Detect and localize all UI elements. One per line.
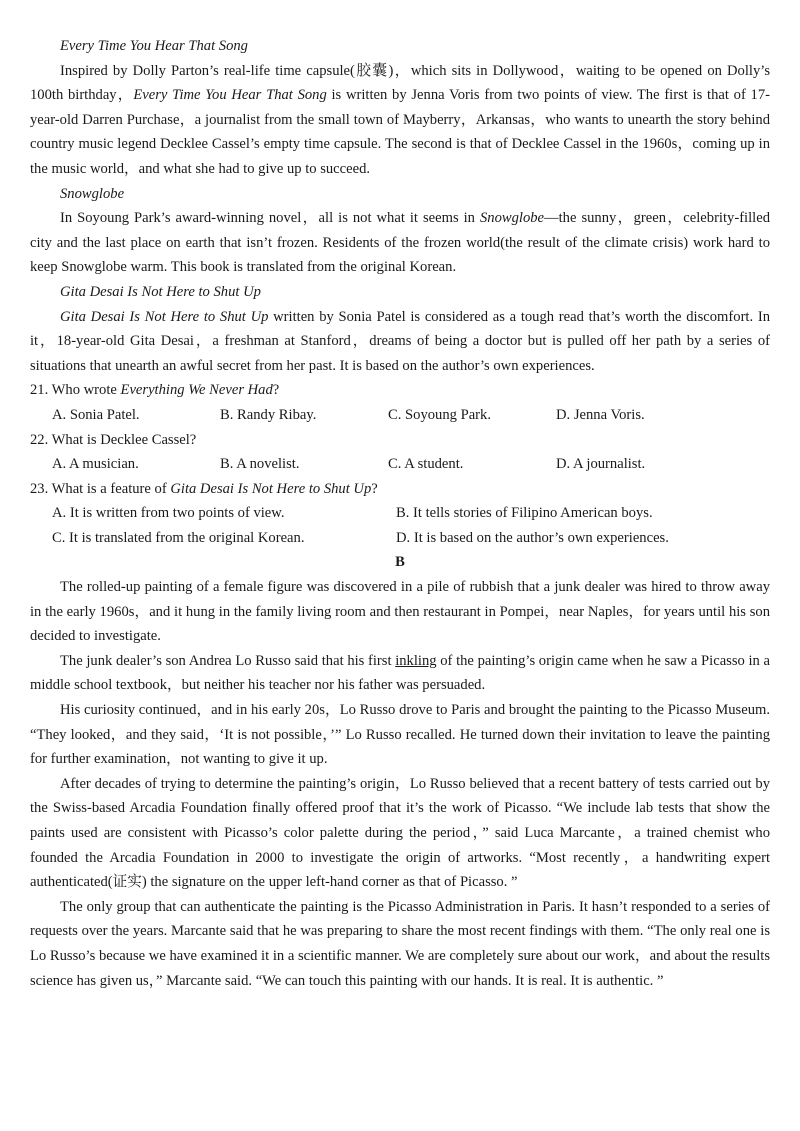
option-b: B. Randy Ribay. — [220, 406, 317, 423]
option-a: A. A musician. — [52, 456, 139, 473]
question-23-options-ab — [30, 501, 770, 526]
question-21: 21. Who wrote Everything We Never Had? — [30, 382, 280, 399]
option-a: A. Sonia Patel. — [52, 406, 140, 423]
option-d: D. A journalist. — [556, 456, 646, 473]
book-title-every-time: Every Time You Hear That Song — [60, 38, 248, 54]
option-a: A. It is written from two points of view. — [52, 505, 285, 522]
option-d: D. It is based on the author’s own experiences. — [396, 529, 669, 546]
option-b: B. It tells stories of Filipino American boys. — [396, 505, 653, 522]
book-desc-gita-desai: Gita Desai Is Not Here to Shut Up written by Sonia Patel is considered as a tough read that’s worth the discomfort. In it，18-year-old Gita Desai，a freshman at Stanford，dreams of being a doctor but is pulled off her path by a series of situations that unearth an awful secret from her past. It is based on the author’s own experiences. — [30, 308, 771, 374]
option-d: D. Jenna Voris. — [556, 406, 645, 423]
option-c: C. Soyoung Park. — [388, 406, 491, 423]
book-desc-every-time: Inspired by Dolly Parton’s real-life time capsule(胶囊)，which sits in Dollywood，waiting to be opened on Dolly’s 100th birthday，Every Time You Hear That Song is written by Jenna Voris from two points of view. The first is that of 17-year-old Darren Purchase，a journalist from the small town of Mayberry，Arkansas，who wants to unearth the story behind country music legend Decklee Cassel’s empty time capsule. The second is that of Decklee Cassel in the 1960s，coming up in the music world，and what she had to give up to succeed. — [30, 62, 770, 177]
question-22-options — [30, 452, 770, 477]
option-c: C. It is translated from the original Korean. — [52, 529, 305, 546]
passage-b-paragraph-1: The rolled-up painting of a female figure was discovered in a pile of rubbish that a junk dealer was hired to throw away in the early 1960s，and it hung in the family living room and then restaurant in Pompei，near Naples，for years until his son decided to investigate. — [30, 579, 770, 645]
passage-b-paragraph-2: The junk dealer’s son Andrea Lo Russo said that his first inkling of the painting’s origin came when he saw a Picasso in a middle school textbook，but neither his teacher nor his father was persuaded. — [30, 652, 770, 694]
underlined-word-inkling: inkling — [395, 652, 437, 669]
exam-page — [30, 34, 770, 993]
passage-b-paragraph-5: The only group that can authenticate the painting is the Picasso Administration in Paris. It hasn’t responded to a series of requests over the years. Marcante said that he was preparing to share the most recent findings with them. “The only real one is Lo Russo’s because we have examined it in a scientific manner. We are completely sure about our work，and about the results science has given us，” Marcante said. “We can touch this painting with our hands. It is real. It is authentic. ” — [30, 898, 770, 989]
section-heading-b: B — [395, 554, 405, 571]
passage-b-paragraph-3: His curiosity continued，and in his early 20s，Lo Russo drove to Paris and brought the painting to the Picasso Museum. “They looked，and they said，‘It is not possible，’” Lo Russo recalled. He turned down their invitation to leave the painting for further examination，not wanting to give it up. — [30, 702, 770, 768]
question-21-options — [30, 403, 770, 428]
passage-b-paragraph-4: After decades of trying to determine the painting’s origin，Lo Russo believed that a recent battery of tests carried out by the Swiss-based Arcadia Foundation finally offered proof that it’s the work of Picasso. “We include lab tests that show the paints used are consistent with Picasso’s color palette during the period，” said Luca Marcante，a trained chemist who founded the Arcadia Foundation in 2000 to investigate the origin of artworks. “Most recently，a handwriting expert authenticated(证实) the signature on the upper left-hand corner as that of Picasso. ” — [30, 775, 770, 891]
book-title-gita-desai: Gita Desai Is Not Here to Shut Up — [60, 283, 261, 300]
book-title-snowglobe: Snowglobe — [60, 185, 125, 202]
question-22: 22. What is Decklee Cassel? — [30, 431, 197, 448]
book-desc-snowglobe: In Soyoung Park’s award-winning novel，all is not what it seems in Snowglobe—the sunny，green，celebrity-filled city and the last place on earth that isn’t frozen. Residents of the frozen world(the result of the climate crisis) work hard to keep Snowglobe warm. This book is translated from the original Korean. — [30, 210, 770, 276]
option-c: C. A student. — [388, 456, 464, 473]
question-23: 23. What is a feature of Gita Desai Is Not Here to Shut Up? — [30, 480, 378, 497]
question-23-options-cd — [30, 526, 770, 551]
option-b: B. A novelist. — [220, 456, 300, 473]
